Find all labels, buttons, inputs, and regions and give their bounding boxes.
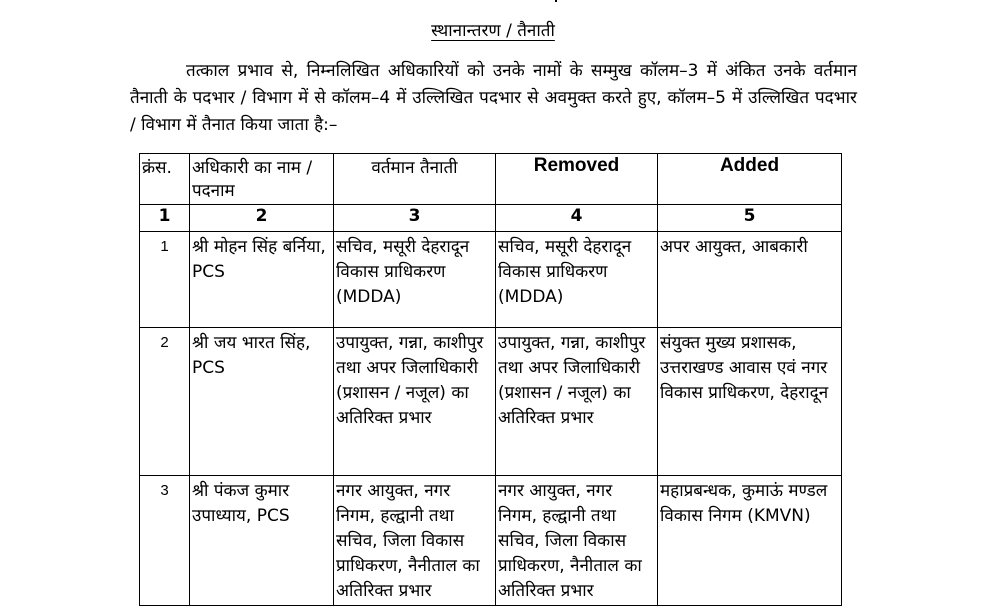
officer-name: श्री जय भारत सिंह, PCS [190,328,334,476]
current-posting: उपायुक्त, गन्ना, काशीपुर तथा अपर जिलाधिकारी (प्रशासन / नजूल) का अतिरिक्त प्रभार [334,328,496,476]
transfer-table [139,153,842,606]
row-serial: 3 [140,476,190,606]
table-row [140,476,842,606]
removed-posting: उपायुक्त, गन्ना, काशीपुर तथा अपर जिलाधिकारी (प्रशासन / नजूल) का अतिरिक्त प्रभार [496,328,658,476]
header-officer-name: अधिकारी का नाम / पदनाम [190,154,334,205]
officer-name: श्री पंकज कुमार उपाध्याय, PCS [190,476,334,606]
added-posting: अपर आयुक्त, आबकारी [658,232,842,328]
header-removed: Removed [496,154,658,205]
table-row [140,328,842,476]
header-row [140,154,842,205]
column-number: 2 [190,205,334,232]
officer-name: श्री मोहन सिंह बर्निया, PCS [190,232,334,328]
order-paragraph-text: तत्काल प्रभाव से, निम्नलिखित अधिकारियों को उनके नामों के सम्मुख कॉलम–3 में अंकित उनके वर्तमान तैनाती के पदभार / विभाग में से कॉलम–4 में उल्लिखित पदभार से अवमुक्त करते हुए, कॉलम–5 में उल्लिखित पदभार / विभाग में तैनात किया जाता है:– [130,61,857,135]
added-posting: महाप्रबन्धक, कुमाऊं मण्डल विकास निगम (KMVN) [658,476,842,606]
header-current-posting: वर्तमान तैनाती [334,154,496,205]
column-number-row [140,205,842,232]
column-number: 3 [334,205,496,232]
header-serial: क्रंस. [140,154,190,205]
row-serial: 2 [140,328,190,476]
header-added: Added [658,154,842,205]
removed-posting: सचिव, मसूरी देहरादून विकास प्राधिकरण (MDDA) [496,232,658,328]
column-number: 5 [658,205,842,232]
removed-posting: नगर आयुक्त, नगर निगम, हल्द्वानी तथा सचिव, जिला विकास प्राधिकरण, नैनीताल का अतिरिक्त प्रभार [496,476,658,606]
column-number: 1 [140,205,190,232]
order-paragraph [130,58,857,139]
page-top-mark [555,0,557,2]
current-posting: नगर आयुक्त, नगर निगम, हल्द्वानी तथा सचिव, जिला विकास प्राधिकरण, नैनीताल का अतिरिक्त प्रभार [334,476,496,606]
column-number: 4 [496,205,658,232]
current-posting: सचिव, मसूरी देहरादून विकास प्राधिकरण (MDDA) [334,232,496,328]
row-serial: 1 [140,232,190,328]
added-posting: संयुक्त मुख्य प्रशासक, उत्तराखण्ड आवास एवं नगर विकास प्राधिकरण, देहरादून [658,328,842,476]
table-row [140,232,842,328]
document-title: स्थानान्तरण / तैनाती [431,21,555,41]
